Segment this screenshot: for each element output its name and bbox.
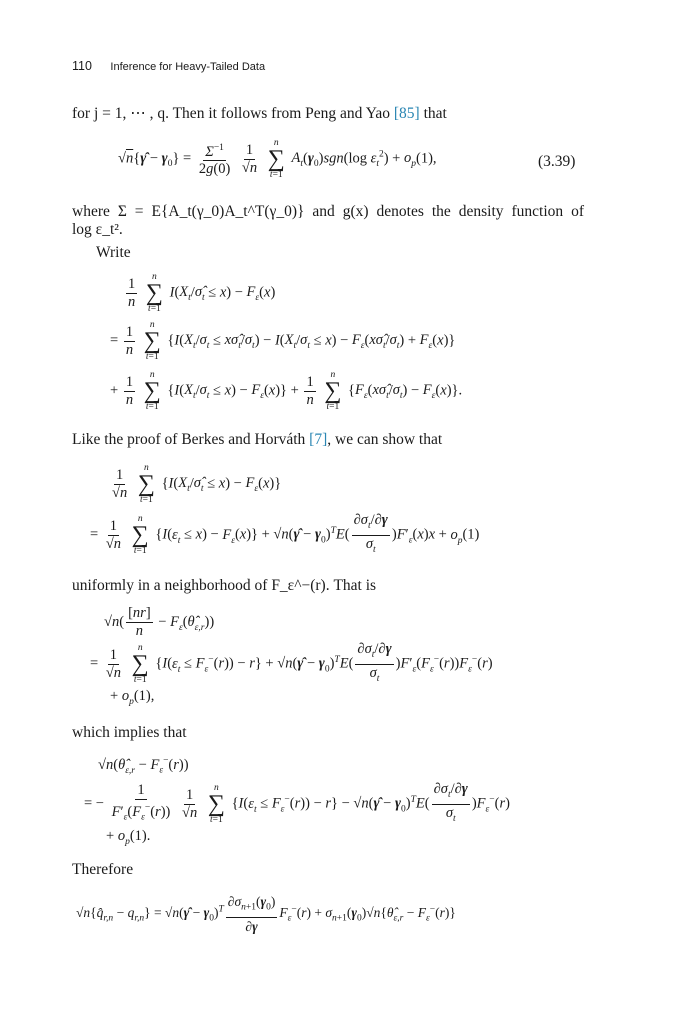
decomposition-line-2: = $\frac{1}{n}$ n ∑ t=1 {$I(X_t/\sigma_t$ ≤ $x\sigmâ_t/\sigma_t) - I(X_t/\sigma_t \le x)$ − $F_\varepsilon(x\sigmâ_t/\sigma_t) + F_\varepsilon(x)$} xyxy=(110,320,456,362)
berkes-text-end: , we can show that xyxy=(327,431,443,448)
page-number: 110 xyxy=(72,59,92,73)
therefore-word: Therefore xyxy=(72,861,134,878)
intro-text-end: that xyxy=(419,105,447,122)
running-title: Inference for Heavy-Tailed Data xyxy=(110,61,266,73)
equation-3-39: √n{γ̂ − $\gamma_0$} = $\frac{\Sigma^{-1}}{2g(0)}$ $\frac{1}{√n}$ n ∑ t=1 $A_t(\gamma_0)sgn(\log$ $\varepsilon_t^2) + o_p(1)$, xyxy=(118,138,437,180)
decomposition-line-3: + $\frac{1}{n}$ n ∑ t=1 $\{I(X_t/\sigma_t \le x) - F_\varepsilon(x)\}$ + $\frac{1}{n}$ n ∑ t=1 $\{F_\varepsilon(x\sigmâ_t/\sigma_t) - F_\varepsilon(x)\}$. xyxy=(110,370,463,412)
where-line: where Σ = E{A_t(γ_0)A_t^T(γ_0)} and g(x) denotes the density function of xyxy=(72,203,584,220)
quantile-equation-line-3: + $o_p(1)$, xyxy=(110,688,155,707)
uniformly-line: uniformly in a neighborhood of F_ε^−(r). That is xyxy=(72,577,377,594)
equation-number: (3.39) xyxy=(538,153,576,170)
berkes-text: Like the proof of Berkes and Horváth xyxy=(72,431,306,448)
berkes-paragraph xyxy=(72,430,584,450)
implies-equation-line-3: + $o_p(1)$. xyxy=(106,828,151,847)
where-line-2: log ε_t². xyxy=(72,221,123,238)
implies-equation-line-1: $√n(\thetâ_{\varepsilon,r} - F_\varepsilon^-(r))$ xyxy=(98,756,189,776)
quantile-equation-line-1: √n( $\frac{[nr]}{n}$ − $F_\varepsilon(\thetâ_{\varepsilon,r})$) xyxy=(104,605,215,639)
decomposition-line-1: $\frac{1}{n}$ n ∑ t=1 $I(X_t/\sigmâ_t \le x) - F_\varepsilon(x)$ xyxy=(128,272,276,314)
citation-peng-yao[interactable]: [85] xyxy=(393,105,420,122)
berkes-equation-line-1: $\frac{1}{√n}$ n ∑ t=1 $\{I(X_t/\sigmâ_t \le x) - F_\varepsilon(x)\}$ xyxy=(112,463,282,505)
intro-text: for j = 1, ⋯ , q. Then it follows from Peng and Yao xyxy=(72,105,391,122)
implies-line: which implies that xyxy=(72,724,187,741)
intro-paragraph xyxy=(72,104,584,124)
quantile-equation-line-2: = $\frac{1}{√n}$ n ∑ t=1 $\{I(\varepsilon_t \le F_\varepsilon^-(r)) - r\}$ + √n(γ̂ − $\gamma_0)^TE$( $\frac{\partial\sigma_t/\partial\gamma}{\sigma_t}$ )$F'_\varepsilon(F_\varepsilon^-(r))F_\varepsilon^-(r)$ xyxy=(90,641,493,686)
running-header xyxy=(72,57,265,75)
write-word: Write xyxy=(96,244,131,261)
citation-berkes-horvath[interactable]: [7] xyxy=(309,431,328,448)
therefore-equation: $√n\{q̂_{r,n} - q_{r,n}\}$ = √n(γ̂ − $\gamma_0)^T$ $\frac{\partial\sigma_{n+1}(\gamma_0)}{\partial\gamma}$ $F_\varepsilon^-(r)$ + $\sigma_{n+1}(\gamma_0)√n\{\thetâ_{\varepsilon,r} - F_\varepsilon^-(r)\}$ xyxy=(76,894,456,934)
implies-equation-line-2: = − $\frac{1}{F'_\varepsilon(F_\varepsilon^-(r))}$ $\frac{1}{√n}$ n ∑ t=1 $\{I(\varepsilon_t \le F_\varepsilon^-(r)) - r\}$ − √n(γ̂ − $\gamma_0)^TE$( $\frac{\partial\sigma_t/\partial\gamma}{\sigma_t}$ )$F_\varepsilon^-(r)$ xyxy=(84,781,510,826)
berkes-equation-line-2: = $\frac{1}{√n}$ n ∑ t=1 $\{I(\varepsilon_t \le x) - F_\varepsilon(x)\}$ + √n(γ̂ − $\gamma_0)^TE$( $\frac{\partial\sigma_t/\partial\gamma}{\sigma_t}$ )$F'_\varepsilon(x)x + o_p(1)$ xyxy=(90,512,480,557)
